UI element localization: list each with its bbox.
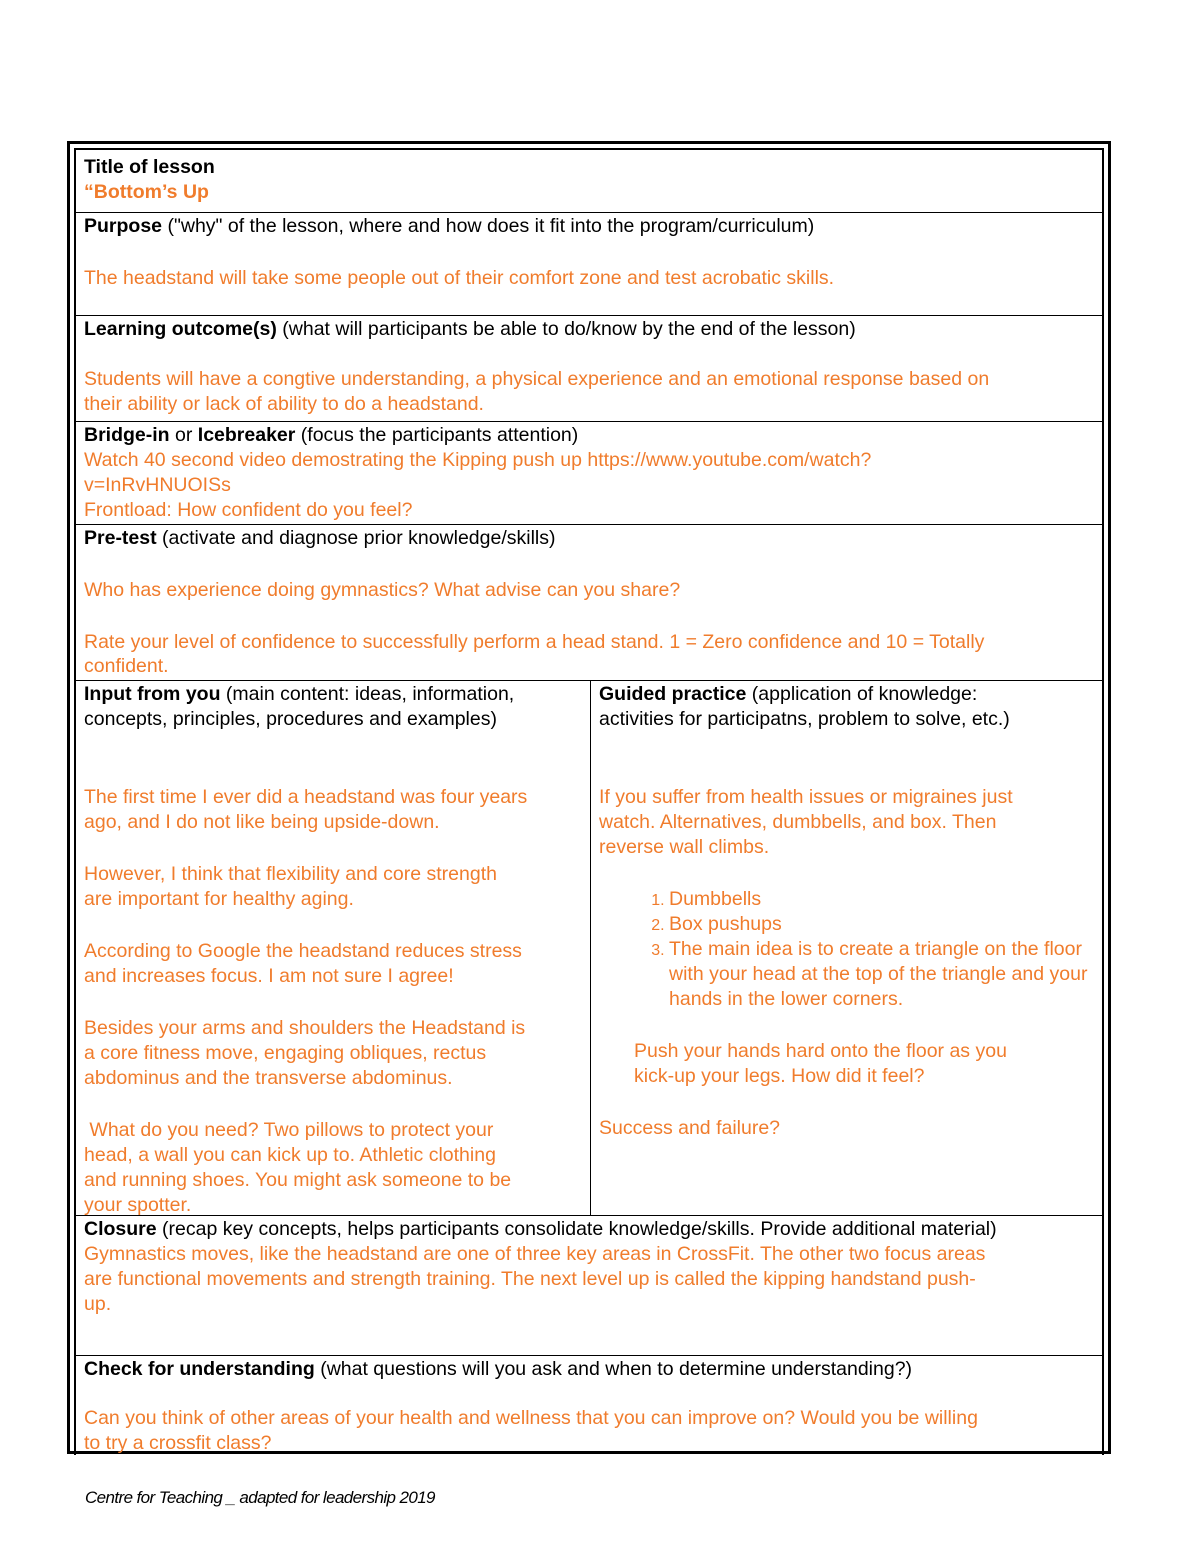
input-p5-line-1: What do you need? Two pillows to protect your [84,1119,494,1141]
bridge-or: or [169,424,198,446]
check-line-1: Can you think of other areas of your health and wellness that you can improve on? Would you be willing [84,1407,978,1429]
purpose-heading [84,214,1094,239]
closure-line-1: Gymnastics moves, like the headstand are one of three key areas in CrossFit. The other two focus areas [84,1243,986,1265]
outcomes-desc: (what will participants be able to do/know by the end of the lesson) [276,318,856,340]
bridge-label-b: Icebreaker [197,424,296,446]
check-heading [84,1357,1094,1382]
purpose-label: Purpose [84,215,163,237]
input-p4-line-1: Besides your arms and shoulders the Headstand is [84,1017,526,1039]
bridge-label-a: Bridge-in [84,424,170,446]
outcomes-answer-line-2: their ability or lack of ability to do a headstand. [84,393,484,415]
input-p3-line-2: and increases focus. I am not sure I agree! [84,965,454,987]
purpose-desc: ("why" of the lesson, where and how does it fit into the program/curriculum) [162,215,815,237]
input-heading-line-1 [84,682,582,707]
closure-desc: (recap key concepts, helps participants consolidate knowledge/skills. Provide additional material) [156,1218,997,1240]
guided-label: Guided practice [599,683,747,705]
pretest-row [76,524,1102,680]
guided-step: 2. Box pushups [669,912,1094,937]
title-row [76,155,1102,212]
input-p5-line-3: and running shoes. You might ask someone to be [84,1169,512,1191]
bridge-desc: (focus the participants attention) [295,424,579,446]
guided-steps-list [599,887,1094,1012]
input-p4-line-3: abdominus and the transverse abdominus. [84,1067,453,1089]
pretest-desc: (activate and diagnose prior knowledge/skills) [156,527,556,549]
check-label: Check for understanding [84,1358,315,1380]
bridge-line-2: v=InRvHNUOISs [84,474,231,496]
title-label: Title of lesson [84,156,215,178]
closure-label: Closure [84,1218,157,1240]
check-desc: (what questions will you ask and when to determine understanding?) [314,1358,913,1380]
outcomes-heading [84,317,1094,342]
input-p4-line-2: a core fitness move, engaging obliques, rectus [84,1042,487,1064]
outcomes-row [76,315,1102,421]
outcomes-answer-line-1: Students will have a congtive understanding, a physical experience and an emotional response based on [84,368,990,390]
guided-step: 1. Dumbbells [669,887,1094,912]
input-label: Input from you [84,683,221,705]
input-p5-line-2: head, a wall you can kick up to. Athletic clothing [84,1144,496,1166]
input-desc-1: (main content: ideas, information, [220,683,515,705]
input-column [76,681,591,1215]
input-p2-line-2: are important for healthy aging. [84,888,354,910]
input-p1-line-2: ago, and I do not like being upside-down. [84,811,440,833]
closure-heading [84,1217,1094,1242]
guided-desc-1: (application of knowledge: [746,683,978,705]
title-value: “Bottom’s Up [84,181,209,203]
purpose-answer: The headstand will take some people out of their comfort zone and test acrobatic skills. [84,267,835,289]
purpose-row [76,212,1102,315]
guided-p2-line-2: kick-up your legs. How did it feel? [634,1065,925,1087]
input-p1-line-1: The first time I ever did a headstand was four years [84,786,528,808]
check-line-2: to try a crossfit class? [84,1432,272,1454]
guided-column [591,681,1102,1215]
lesson-plan-table [74,148,1104,1455]
closure-row [76,1215,1102,1355]
page-footer: Centre for Teaching _ adapted for leadership 2019 [85,1488,435,1507]
guided-heading-line-1 [599,682,1094,707]
closure-line-3: up. [84,1293,112,1315]
check-row [76,1355,1102,1455]
pretest-heading [84,526,1094,551]
guided-p1-line-1: If you suffer from health issues or migraines just [599,786,1013,808]
input-p5-line-4: your spotter. [84,1194,192,1216]
input-p3-line-1: According to Google the headstand reduces stress [84,940,522,962]
guided-p2-line-1: Push your hands hard onto the floor as you [634,1040,1007,1062]
guided-step: 3. The main idea is to create a triangle on the floor with your head at the top of the triangle and your hands in the lower corners. [669,937,1094,1012]
two-column-row [76,680,1102,1215]
bridge-row [76,421,1102,524]
bridge-heading [84,423,1094,448]
input-desc-2: concepts, principles, procedures and examples) [84,708,497,730]
bridge-line-1: Watch 40 second video demostrating the Kipping push up https://www.youtube.com/watch? [84,449,872,471]
pretest-label: Pre-test [84,527,157,549]
pretest-question-2-line-1: Rate your level of confidence to successfully perform a head stand. 1 = Zero confidence and 10 = Totally [84,631,985,653]
outcomes-label: Learning outcome(s) [84,318,277,340]
closure-line-2: are functional movements and strength training. The next level up is called the kipping handstand push- [84,1268,976,1290]
pretest-question-1: Who has experience doing gymnastics? What advise can you share? [84,579,681,601]
guided-p3: Success and failure? [599,1117,781,1139]
input-p2-line-1: However, I think that flexibility and core strength [84,863,497,885]
pretest-question-2-line-2: confident. [84,655,169,677]
guided-desc-2: activities for participatns, problem to solve, etc.) [599,708,1010,730]
bridge-line-3: Frontload: How confident do you feel? [84,499,413,521]
guided-p1-line-3: reverse wall climbs. [599,836,770,858]
guided-p1-line-2: watch. Alternatives, dumbbells, and box. Then [599,811,997,833]
